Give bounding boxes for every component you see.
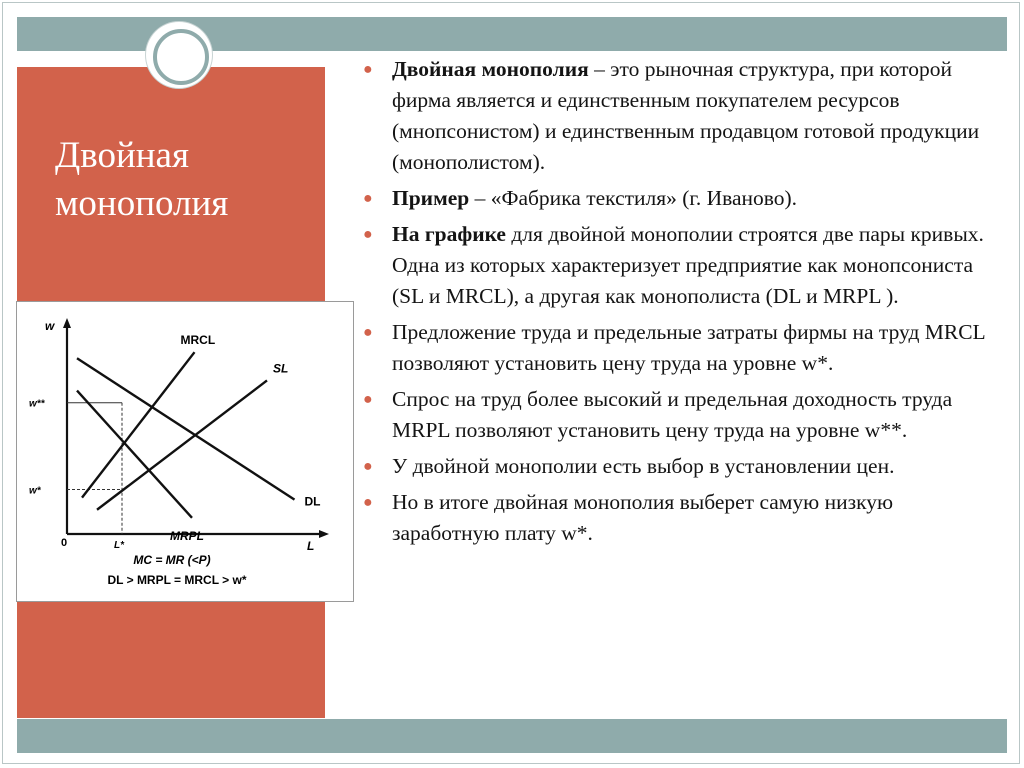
bullet-icon: ● bbox=[363, 190, 373, 207]
bullet-item bbox=[362, 317, 994, 379]
series-label-sl: SL bbox=[273, 361, 289, 376]
bullet-bold: Двойная монополия bbox=[392, 57, 589, 81]
bullet-list-container bbox=[362, 54, 994, 554]
bullet-bold: Пример bbox=[392, 186, 470, 210]
series-label-mrcl: MRCL bbox=[180, 333, 216, 348]
bullet-text: У двойной монополии есть выбор в установлении цен. bbox=[392, 454, 895, 478]
badge-ring bbox=[153, 29, 209, 85]
bullet-bold: На графике bbox=[392, 222, 506, 246]
series-label-mrpl: MRPL bbox=[170, 528, 204, 543]
slide-title-line: монополия bbox=[55, 183, 229, 224]
bullet-icon: ● bbox=[363, 494, 373, 511]
chart-container bbox=[16, 301, 354, 602]
guide-label: w** bbox=[29, 398, 45, 410]
slide-title-line: Двойная bbox=[55, 135, 189, 176]
bullet-item bbox=[362, 183, 994, 214]
bullet-text: Спрос на труд более высокий и предельная доходность труда MRPL позволяют установить цену труда на уровне w**. bbox=[392, 387, 953, 442]
bullet-item bbox=[362, 219, 994, 312]
annotation-inequality: DL > MRPL = MRCL > w* bbox=[107, 573, 247, 587]
bullet-item bbox=[362, 384, 994, 446]
bullet-text: Предложение труда и предельные затраты фирмы на труд MRCL позволяют установить цену труда на уровне w*. bbox=[392, 320, 985, 375]
slide-title bbox=[55, 132, 315, 228]
series-line-mrpl bbox=[77, 391, 192, 518]
series-label-dl: DL bbox=[304, 494, 321, 509]
bullet-icon: ● bbox=[363, 458, 373, 475]
bullet-text: Но в итоге двойная монополия выберет самую низкую заработную плату w*. bbox=[392, 490, 894, 545]
annotation-equilibrium: MC = MR (<P) bbox=[133, 553, 211, 567]
series-group bbox=[77, 333, 321, 543]
bullet-text: для двойной монополии строятся две пары кривых. Одна из которых характеризует предприятие как монопсониста (SL и MRCL), а другая как монополиста (DL и MRPL ). bbox=[392, 222, 984, 308]
bullet-icon: ● bbox=[363, 226, 373, 243]
bullet-text: – «Фабрика текстиля» (г. Иваново). bbox=[469, 186, 798, 210]
y-axis-arrow bbox=[63, 318, 71, 328]
guides-group bbox=[29, 399, 125, 551]
series-line-dl bbox=[77, 358, 295, 499]
circle-badge-icon bbox=[146, 22, 212, 88]
x-axis-arrow bbox=[319, 530, 329, 538]
bullet-item bbox=[362, 451, 994, 482]
guide-label: w* bbox=[29, 485, 41, 497]
bullet-list bbox=[362, 54, 994, 549]
x-axis-label: L bbox=[307, 539, 315, 553]
bilateral-monopoly-chart bbox=[17, 302, 353, 601]
bullet-icon: ● bbox=[363, 391, 373, 408]
guide-label: L* bbox=[114, 540, 124, 551]
y-axis-label: w bbox=[45, 319, 55, 333]
bullet-item bbox=[362, 54, 994, 178]
bullet-item bbox=[362, 487, 994, 549]
origin-label: 0 bbox=[61, 537, 68, 549]
bullet-icon: ● bbox=[363, 324, 373, 341]
bottom-band bbox=[17, 719, 1007, 753]
bullet-text: – это рыночная структура, при которой фирма является и единственным покупателем ресурсов (мнопсонистом) и единственным продавцом готовой продукции (монополистом). bbox=[392, 57, 980, 174]
bullet-icon: ● bbox=[363, 61, 373, 78]
